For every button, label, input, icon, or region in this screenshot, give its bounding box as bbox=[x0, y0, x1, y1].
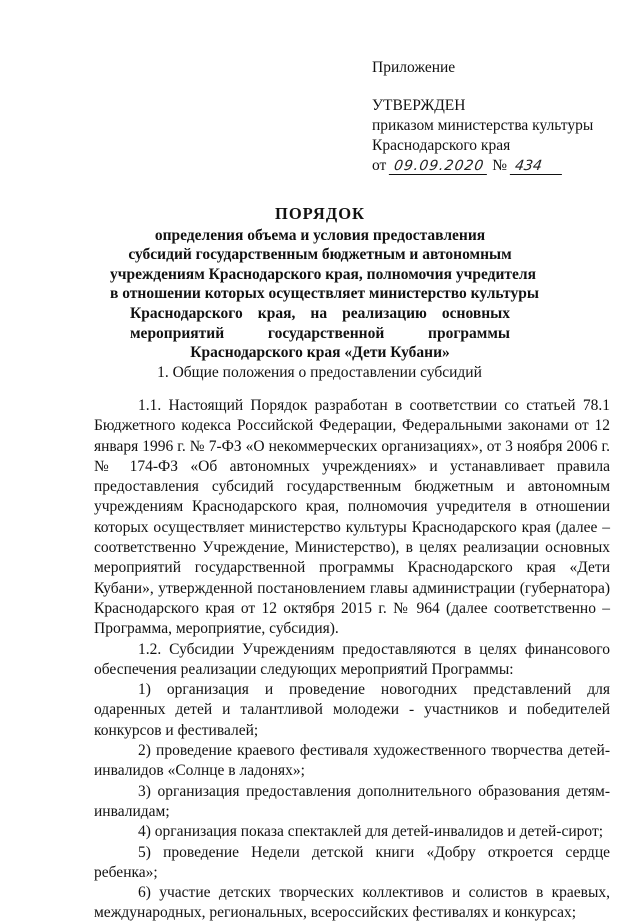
number-prefix: № bbox=[492, 157, 508, 174]
section-heading: 1. Общие положения о предоставлении субсидий bbox=[157, 364, 482, 381]
appendix-label: Приложение bbox=[372, 59, 456, 76]
title-line: Краснодарского края «Дети Кубани» bbox=[190, 344, 450, 362]
list-item: 1) организация и проведение новогодних представлений для одаренных детей и талантливой молодежи - участников и победителей конкурсов и фестивалей; bbox=[94, 681, 610, 739]
approved-label: УТВЕРЖДЕН bbox=[372, 97, 466, 114]
by-order-line: приказом министерства культуры bbox=[372, 117, 594, 134]
list-item: 5) проведение Недели детской книги «Добру откроется сердце ребенка»; bbox=[94, 843, 610, 881]
title-line: субсидий государственным бюджетным и автономным bbox=[128, 246, 512, 264]
order-date-handwritten: 09.09.2020 bbox=[389, 158, 490, 175]
list-item: 6) участие детских творческих коллективов и солистов в краевых, международных, региональных, всероссийских фестивалях и конкурсах; bbox=[94, 884, 610, 922]
order-date-number-line bbox=[372, 156, 622, 176]
list-item: 3) организация предоставления дополнительного образования детям-инвалидам; bbox=[94, 782, 610, 820]
title-line: определения объема и условия предоставления bbox=[154, 226, 486, 244]
list-item: 2) проведение краевого фестиваля художественного творчества детей-инвалидов «Солнце в ладонях»; bbox=[94, 742, 610, 780]
date-prefix: от bbox=[372, 157, 387, 174]
order-number-handwritten: 434 bbox=[510, 158, 564, 175]
region-line: Краснодарского края bbox=[372, 137, 511, 154]
title-line: в отношении которых осуществляет министерство культуры bbox=[110, 285, 539, 303]
title-main: ПОРЯДОК bbox=[275, 204, 365, 223]
document-title bbox=[110, 204, 539, 363]
title-line: учреждениям Краснодарского края, полномочия учредителя bbox=[110, 265, 536, 283]
paragraph-1-1: 1.1. Настоящий Порядок разработан в соответствии со статьей 78.1 Бюджетного кодекса Российской Федерации, Федеральными законами от 12 января 1996 г. № 7-ФЗ «О некоммерческих организациях», от 3 ноября 2006 г. № 174-ФЗ «Об автономных учреждениях» и устанавливает правила предоставления субсидий государственным бюджетным и автономным учреждениям Краснодарского края, полномочия учредителя в отношении которых осуществляет министерство культуры Краснодарского края (далее – соответственно Учреждение, Министерство), в целях реализации основных мероприятий государственной программы Краснодарского края «Дети Кубани», утвержденной постановлением главы администрации (губернатора) Краснодарского края от 12 октября 2015 г. № 964 (далее соответственно – Программа, мероприятие, субсидия). bbox=[94, 397, 610, 638]
title-line: Краснодарского края, на реализацию основных bbox=[130, 304, 510, 322]
paragraph-1-2: 1.2. Субсидии Учреждениям предоставляются в целях финансового обеспечения реализации следующих мероприятий Программы: bbox=[94, 640, 610, 678]
document-body bbox=[94, 396, 610, 924]
approval-stamp bbox=[372, 58, 622, 176]
list-item: 4) организация показа спектаклей для детей-инвалидов и детей-сирот; bbox=[138, 823, 604, 841]
title-line: мероприятий государственной программы bbox=[130, 324, 510, 342]
